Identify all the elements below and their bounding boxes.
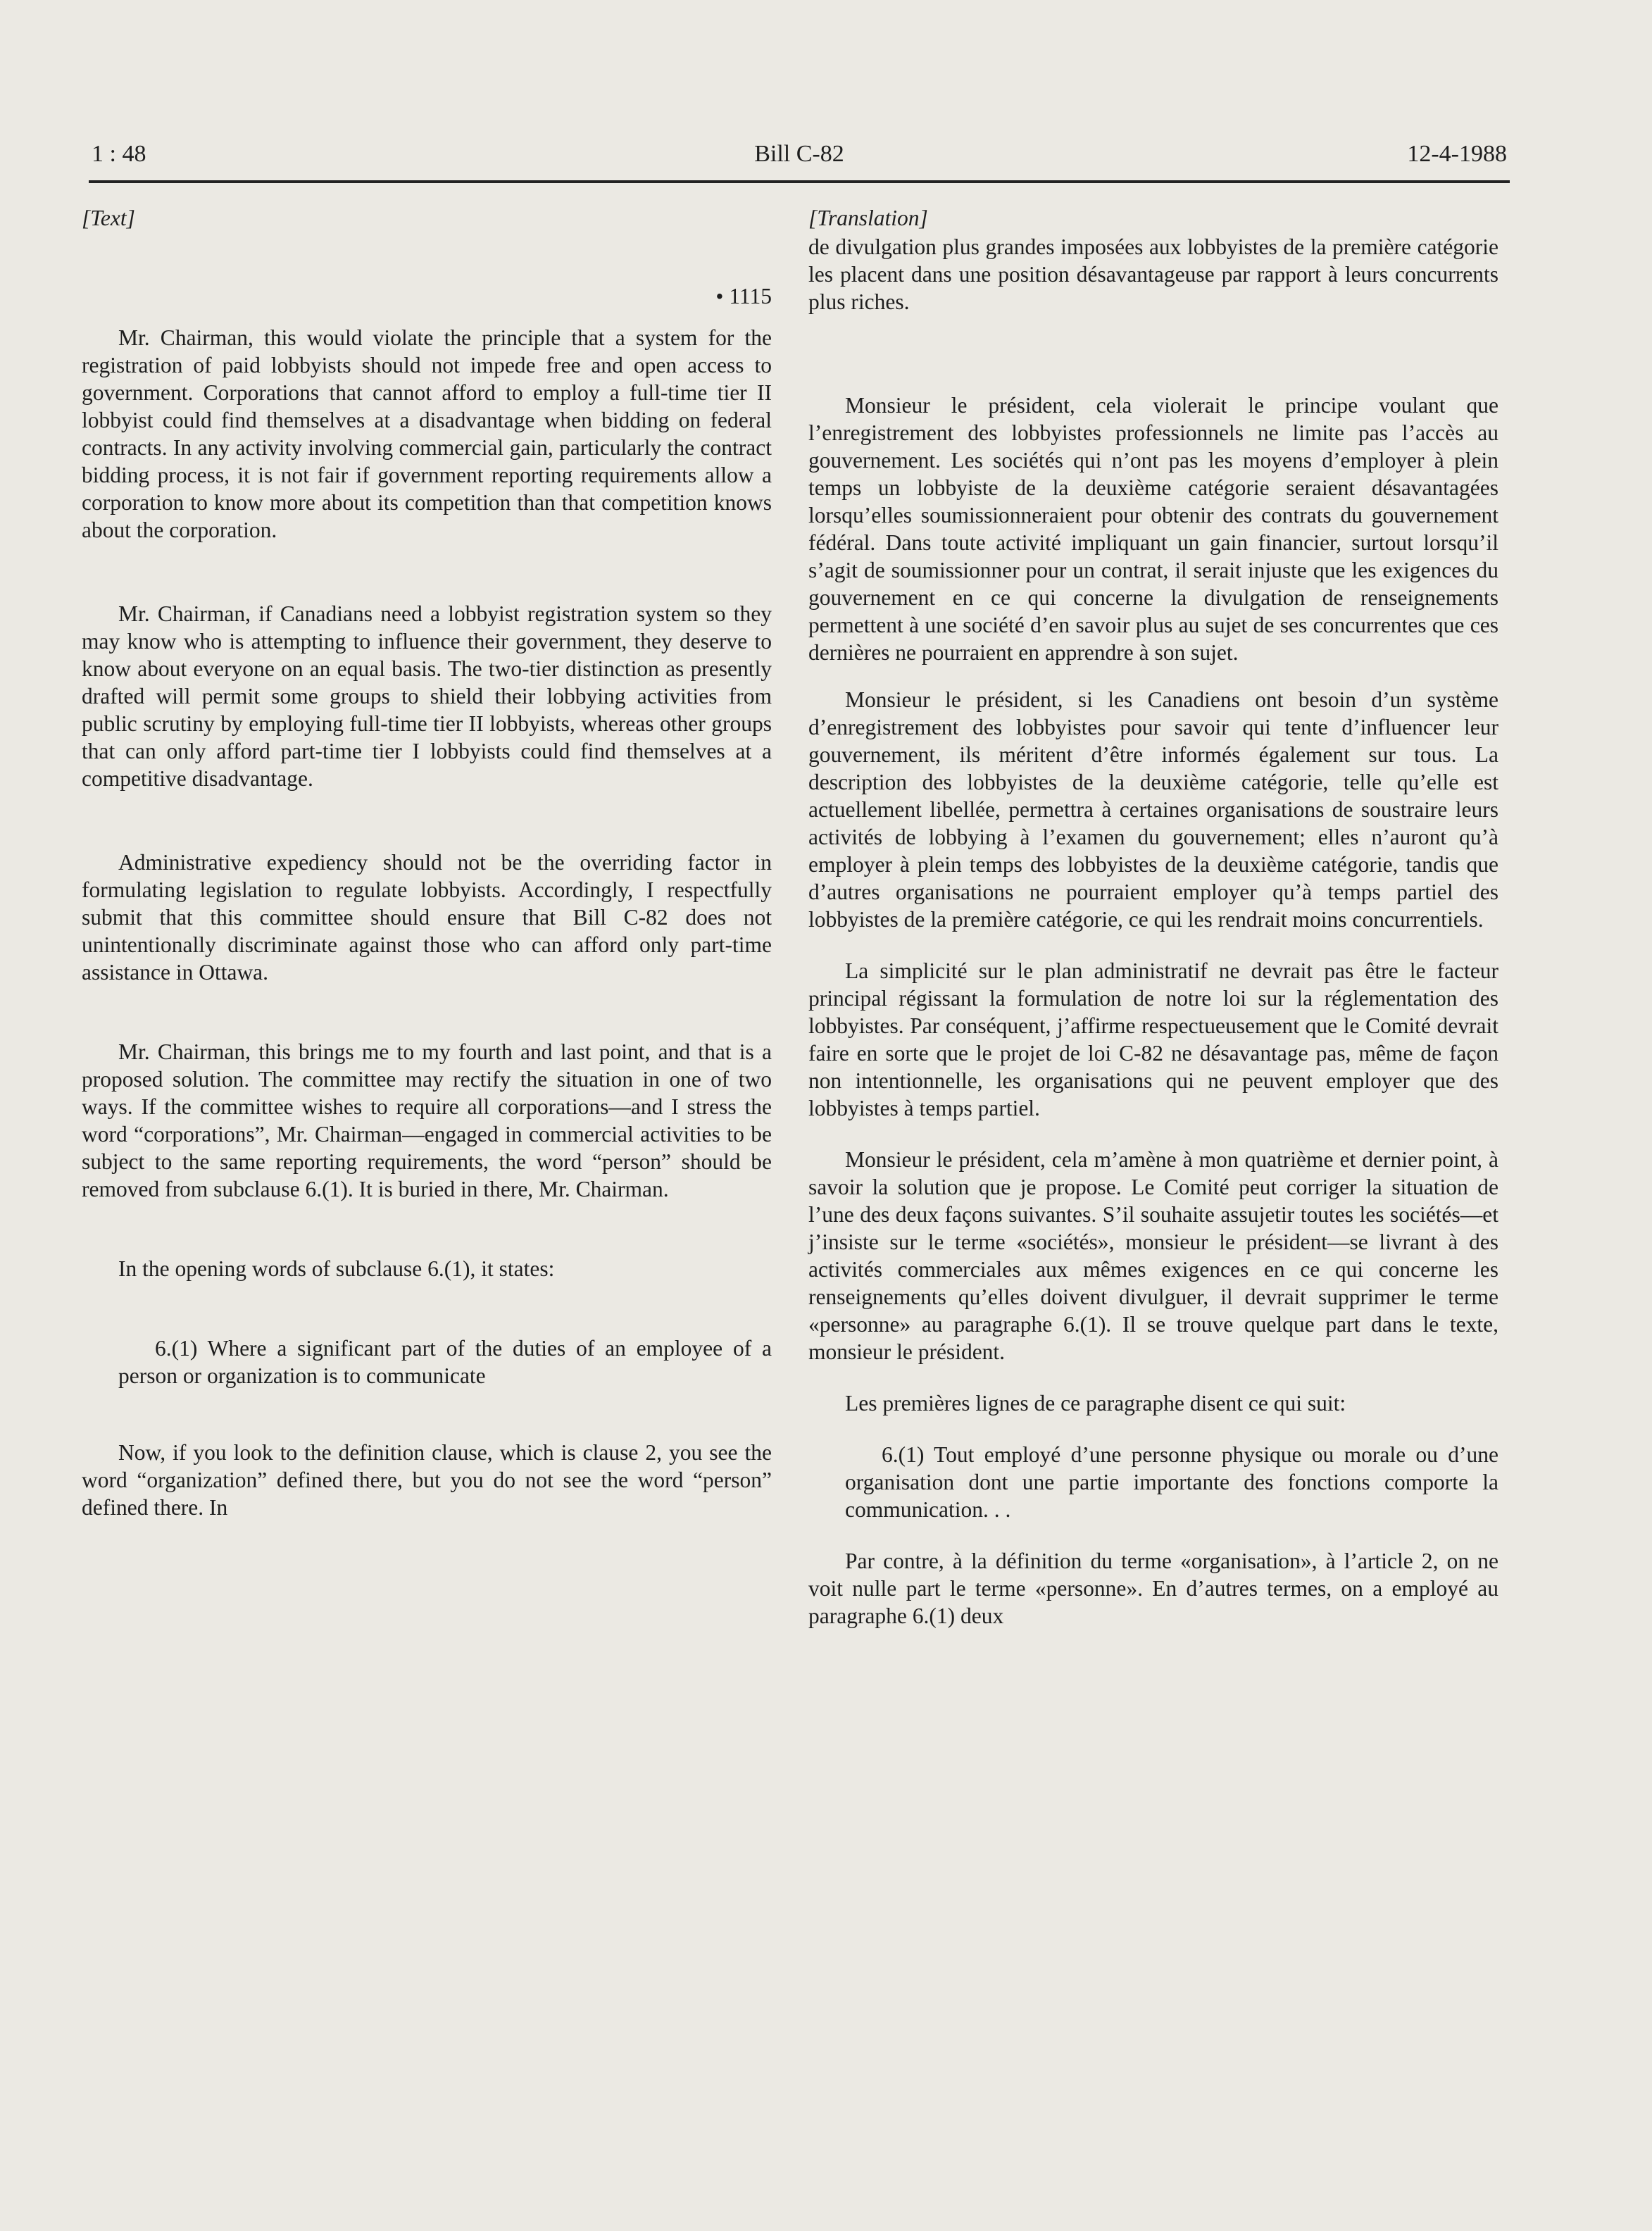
- paragraph-en-3: Administrative expediency should not be the overriding factor in formulating legislation to regulate lobbyists. Accordingly, I respectfully submit that this committee should ensure that Bill C-82 does not unintentionally discriminate against those who can afford only part-time assistance in Ottawa.: [82, 850, 772, 985]
- quote-fr: 6.(1) Tout employé d’une personne physique ou morale ou d’une organisation dont une partie importante des fonctions comporte la communication. . .: [845, 1442, 1498, 1522]
- quote-en: 6.(1) Where a significant part of the duties of an employee of a person or organization is to communicate: [118, 1336, 772, 1388]
- page-header: [89, 141, 1510, 183]
- bill-title: Bill C-82: [754, 141, 844, 167]
- timestamp: • 1115: [715, 284, 772, 308]
- paragraph-fr-1: Monsieur le président, cela violerait le principe voulant que l’enregistrement des lobbyistes professionnels ne limite pas l’accès au gouvernement. Les sociétés qui n’ont pas les moyens d’employer à plein temps un lobbyiste de la deuxième catégorie seraient désavantagées lorsqu’elles soumissionneraient pour obtenir des contrats du gouvernement fédéral. Dans toute activité impliquant un gain financier, surtout lorsqu’il s’agit de soumissionner pour un contrat, il serait injuste que les exigences du gouvernement en ce qui concerne la divulgation de renseignements permettent à une société d’en savoir plus au sujet de ses concurrentes que ces dernières ne pourraient en apprendre à son sujet.: [808, 393, 1498, 665]
- paragraph-en-4: Mr. Chairman, this brings me to my fourth and last point, and that is a proposed solution. The committee may rectify the situation in one of two ways. If the committee wishes to require all corporations—and I stress the word “corporations”, Mr. Chairman—engaged in commercial activities to be subject to the same reporting requirements, the word “person” should be removed from subclause 6.(1). It is buried in there, Mr. Chairman.: [82, 1039, 772, 1201]
- text-label: [Text]: [82, 206, 135, 230]
- paragraph-fr-2: Monsieur le président, si les Canadiens ont besoin d’un système d’enregistrement des lobbyistes pour savoir qui tente d’influencer leur gouvernement, ils méritent d’être informés également sur tous. La description des lobbyistes de la deuxième catégorie, telle qu’elle est actuellement libellée, permettra à certaines organisations de soustraire leurs activités de lobbying à l’examen du gouvernement; elles n’auront qu’à employer à plein temps des lobbyistes de la deuxième catégorie, tandis que d’autres organisations ne pourraient employer qu’à temps partiel des lobbyistes de la première catégorie, ce qui les rendrait moins concurrentiels.: [808, 687, 1498, 932]
- paragraph-fr-5: Les premières lignes de ce paragraphe disent ce qui suit:: [845, 1391, 1346, 1416]
- paragraph-en-5: In the opening words of subclause 6.(1), it states:: [118, 1256, 555, 1281]
- paragraph-fr-0: de divulgation plus grandes imposées aux lobbyistes de la première catégorie les placent dans une position désavantageuse par rapport à leurs concurrents plus riches.: [808, 235, 1498, 314]
- paragraph-en-6: Now, if you look to the definition clause, which is clause 2, you see the word “organization” defined there, but you do not see the word “person” defined there. In: [82, 1440, 772, 1520]
- paragraph-fr-3: La simplicité sur le plan administratif ne devrait pas être le facteur principal régissant la formulation de notre loi sur la réglementation des lobbyistes. Par conséquent, j’affirme respectueusement que le Comité devrait faire en sorte que le projet de loi C-82 ne désavantage pas, même de façon non intentionnelle, les organisations qui ne peuvent employer que des lobbyistes à temps partiel.: [808, 958, 1498, 1120]
- page-number: 1 : 48: [92, 141, 146, 167]
- paragraph-fr-4: Monsieur le président, cela m’amène à mon quatrième et dernier point, à savoir la solution que je propose. Le Comité peut corriger la situation de l’une des deux façons suivantes. S’il souhaite assujetir toutes les sociétés—et j’insiste sur le terme «sociétés», monsieur le président—se livrant à des activités commerciales aux mêmes exigences en ce qui concerne les renseignements qu’elles doivent divulguer, il devrait supprimer le terme «personne» au paragraphe 6.(1). Il se trouve quelque part dans le texte, monsieur le président.: [808, 1147, 1498, 1364]
- paragraph-en-1: Mr. Chairman, this would violate the principle that a system for the registration of paid lobbyists should not impede free and open access to government. Corporations that cannot afford to employ a full-time tier II lobbyist could find themselves at a disadvantage when bidding on federal contracts. In any activity involving commercial gain, particularly the contract bidding process, it is not fair if government reporting requirements allow a corporation to know more about its competition than that competition knows about the corporation.: [82, 325, 772, 542]
- header-date: 12-4-1988: [1407, 141, 1507, 167]
- translation-label: [Translation]: [808, 206, 928, 230]
- french-column: [808, 204, 1498, 1630]
- paragraph-en-2: Mr. Chairman, if Canadians need a lobbyist registration system so they may know who is attempting to influence their government, they deserve to know about everyone on an equal basis. The two-tier distinction as presently drafted will permit some groups to shield their lobbying activities from public scrutiny by employing full-time tier II lobbyists, whereas other groups that can only afford part-time tier I lobbyists could find themselves at a competitive disadvantage.: [82, 601, 772, 791]
- english-column: [82, 204, 772, 1521]
- paragraph-fr-6: Par contre, à la définition du terme «organisation», à l’article 2, on ne voit nulle part le terme «personne». En d’autres termes, on a employé au paragraphe 6.(1) deux: [808, 1549, 1498, 1628]
